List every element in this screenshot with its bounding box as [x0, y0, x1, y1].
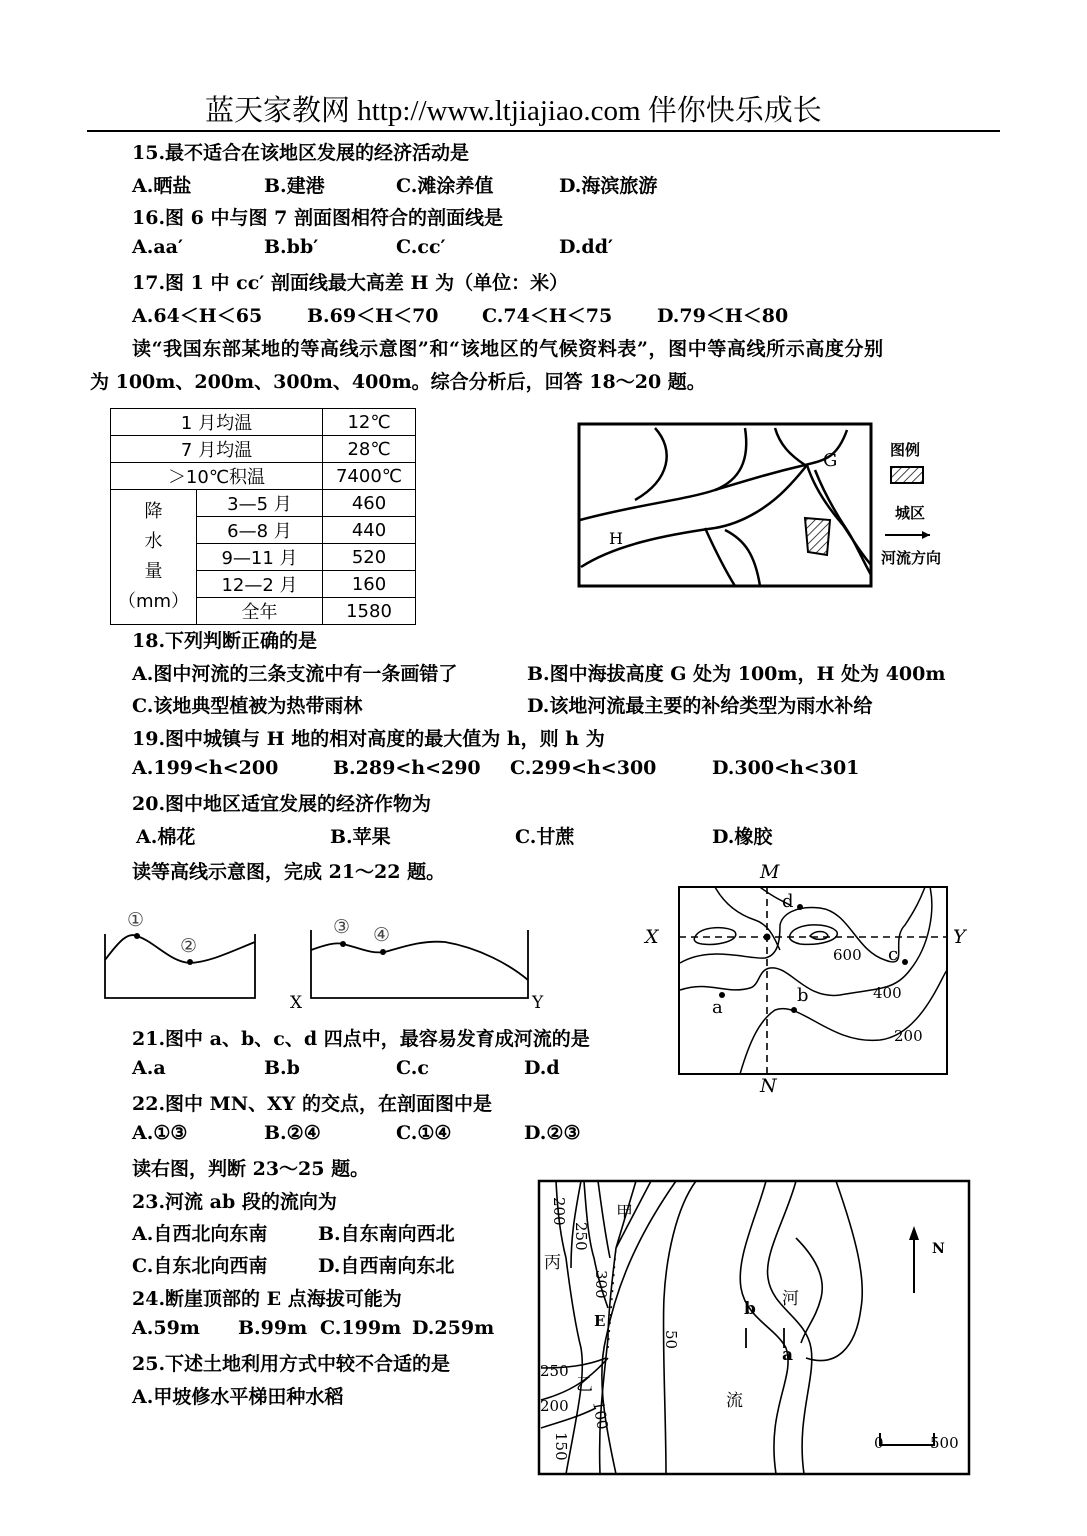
q19-option-c: C.299<h<300: [510, 757, 657, 779]
profile-label-2: ②: [180, 935, 198, 957]
map3-label-n: N: [932, 1241, 945, 1257]
q24-option-b: B.99m: [238, 1317, 308, 1339]
climate-table: [110, 408, 416, 625]
map2-point-c: [902, 959, 908, 965]
map1-legend-flow: 河流方向: [881, 549, 942, 567]
map3-label-bing: 丙: [544, 1253, 561, 1273]
q19-stem: 19.图中城镇与 H 地的相对高度的最大值为 h，则 h 为: [132, 728, 605, 750]
precip-char-3: 量: [144, 561, 163, 582]
q21-option-a: A.a: [132, 1057, 166, 1079]
jan-temp-label: 1 月均温: [111, 409, 323, 436]
map3-label-yi: 乙: [576, 1375, 593, 1395]
map2-label-m: M: [760, 861, 780, 883]
header-rule: [87, 130, 1000, 132]
map1-legend-arrowhead: [922, 531, 930, 539]
precip-annual: 1580: [323, 598, 416, 625]
precip-label: [111, 490, 197, 625]
map2-label-600: 600: [833, 946, 862, 964]
acc-temp-value: 7400℃: [323, 463, 416, 490]
q24-option-a: A.59m: [132, 1317, 200, 1339]
q18-option-a: A.图中河流的三条支流中有一条画错了: [132, 663, 458, 685]
map3-contour-east-inner: [796, 1238, 822, 1343]
cliff-river-map: [536, 1178, 976, 1478]
map3-label-liu: 流: [726, 1391, 743, 1411]
intro-23: 读右图，判断 23～25 题。: [132, 1158, 370, 1180]
q17-option-c: C.74＜H＜75: [482, 305, 613, 327]
map2-contour-200-upper: [680, 887, 932, 995]
map3-label-200-south: 200: [540, 1397, 569, 1415]
q19-option-a: A.199<h<200: [132, 757, 279, 779]
intro-18-line1: 读“我国东部某地的等高线示意图”和“该地区的气候资料表”，图中等高线所示高度分别: [132, 338, 884, 360]
profile-point-1: [134, 933, 140, 939]
acc-temp-label: ＞10℃积温: [111, 463, 323, 490]
jan-temp-value: 12℃: [323, 409, 416, 436]
map1-tributary-1: [635, 428, 667, 500]
q23-option-c: C.自东北向西南: [132, 1255, 268, 1277]
map1-river-west: [581, 465, 807, 567]
precip-autumn: 520: [323, 544, 416, 571]
q15-option-a: A.晒盐: [132, 175, 192, 197]
q24-option-c: C.199m: [320, 1317, 402, 1339]
map1-tributary-2: [715, 428, 746, 490]
q24-stem: 24.断崖顶部的 E 点海拔可能为: [132, 1288, 402, 1310]
profile-right-curve: [311, 942, 528, 980]
q21-option-d: D.d: [524, 1057, 560, 1079]
map3-label-100: 100: [589, 1399, 612, 1431]
intro-21: 读等高线示意图，完成 21～22 题。: [132, 861, 446, 883]
q18-option-c: C.该地典型植被为热带雨林: [132, 695, 363, 717]
map2-contour-600: [715, 887, 780, 950]
map2-label-b: b: [797, 985, 809, 1006]
map3-label-jia: 甲: [616, 1203, 633, 1223]
profile-label-1: ①: [127, 909, 145, 931]
profile-label-y: Y: [532, 993, 544, 1013]
q20-option-b: B.苹果: [330, 826, 391, 848]
q18-option-b: B.图中海拔高度 G 处为 100m，H 处为 400m: [527, 663, 946, 685]
map1-label-g: G: [823, 450, 838, 471]
q18-option-d: D.该地河流最主要的补给类型为雨水补给: [527, 695, 873, 717]
q21-stem: 21.图中 a、b、c、d 四点中，最容易发育成河流的是: [132, 1028, 590, 1050]
q25-option-a: A.甲坡修水平梯田种水稻: [132, 1386, 344, 1408]
q22-option-a: A.①③: [132, 1122, 188, 1144]
q18-stem: 18.下列判断正确的是: [132, 630, 318, 652]
map3-label-300: 300: [592, 1270, 610, 1299]
season-annual: 全年: [197, 598, 323, 625]
profile-label-3: ③: [333, 916, 351, 938]
precip-char-1: 降: [144, 501, 163, 522]
profile-label-x: X: [290, 993, 303, 1013]
map3-scale-500: 500: [930, 1434, 959, 1452]
q17-option-d: D.79＜H＜80: [657, 305, 789, 327]
q20-stem: 20.图中地区适宜发展的经济作物为: [132, 793, 432, 815]
season-summer: 6—8 月: [197, 517, 323, 544]
q23-option-a: A.自西北向东南: [132, 1223, 268, 1245]
q17-option-b: B.69＜H＜70: [307, 305, 439, 327]
river-contour-map: [575, 420, 955, 590]
q25-stem: 25.下述土地利用方式中较不合适的是: [132, 1353, 451, 1375]
map2-contour-hill-w: [694, 928, 736, 945]
q16-option-b: B.bb′: [264, 236, 319, 258]
profile-right-frame: [311, 930, 528, 998]
q19-option-b: B.289<h<290: [333, 757, 481, 779]
q22-stem: 22.图中 MN、XY 的交点，在剖面图中是: [132, 1093, 492, 1115]
q21-option-c: C.c: [396, 1057, 429, 1079]
map1-city-area: [805, 518, 830, 555]
map2-frame: [679, 887, 947, 1074]
q17-option-a: A.64＜H＜65: [132, 305, 263, 327]
profile-point-2: [187, 959, 193, 965]
map1-legend-title: 图例: [890, 441, 921, 459]
season-winter: 12—2 月: [197, 571, 323, 598]
map2-label-a: a: [712, 997, 723, 1018]
map1-label-h: H: [609, 529, 623, 548]
map3-label-a: a: [782, 1345, 794, 1365]
q24-option-d: D.259m: [412, 1317, 495, 1339]
contour-map-mnxy: [640, 860, 980, 1100]
precip-spring: 460: [323, 490, 416, 517]
q16-stem: 16.图 6 中与图 7 剖面图相符合的剖面线是: [132, 207, 503, 229]
q22-option-c: C.①④: [396, 1122, 452, 1144]
map3-scale-bar: [880, 1433, 934, 1445]
map2-label-y: Y: [953, 926, 966, 948]
jul-temp-label: 7 月均温: [111, 436, 323, 463]
q20-option-d: D.橡胶: [712, 826, 773, 848]
jul-temp-value: 28℃: [323, 436, 416, 463]
q16-option-d: D.dd′: [559, 236, 613, 258]
map1-river-south: [705, 528, 735, 586]
season-autumn: 9—11 月: [197, 544, 323, 571]
map1-legend-city: 城区: [895, 504, 926, 522]
map2-contour-hill-e-inner: [810, 932, 828, 940]
map1-river-main: [580, 430, 847, 520]
precip-char-2: 水: [144, 531, 163, 552]
map3-label-50: 50: [662, 1330, 680, 1350]
map3-label-250-top: 250: [572, 1222, 590, 1251]
precip-summer: 440: [323, 517, 416, 544]
q15-option-c: C.滩涂养值: [396, 175, 494, 197]
profile-point-4: [380, 949, 386, 955]
map2-label-x: X: [645, 926, 659, 948]
map2-contour-200-lower: [740, 970, 947, 1074]
map3-label-150: 150: [552, 1432, 570, 1461]
q15-option-b: B.建港: [264, 175, 325, 197]
map3-label-he: 河: [782, 1289, 799, 1309]
map2-point-b: [791, 1007, 797, 1013]
q22-option-d: D.②③: [524, 1122, 581, 1144]
map3-contour-300: [598, 1181, 610, 1258]
map3-label-b: b: [744, 1299, 756, 1319]
map3-north-arrowhead: [909, 1226, 919, 1240]
map2-label-n: N: [760, 1075, 777, 1097]
q15-option-d: D.海滨旅游: [559, 175, 658, 197]
map2-label-d: d: [782, 891, 794, 912]
q19-option-d: D.300<h<301: [712, 757, 860, 779]
map3-contour-50: [663, 1181, 696, 1474]
q23-option-b: B.自东南向西北: [318, 1223, 455, 1245]
map2-intersection: [764, 934, 771, 941]
map2-label-400: 400: [873, 984, 902, 1002]
precip-unit: （mm）: [117, 591, 190, 612]
q16-option-a: A.aa′: [132, 236, 183, 258]
map3-contour-east: [806, 1181, 862, 1361]
map2-point-d: [797, 904, 803, 910]
map1-tributary-3: [775, 428, 805, 465]
profile-label-4: ④: [373, 924, 391, 946]
q16-option-c: C.cc′: [396, 236, 446, 258]
map2-label-c: c: [888, 944, 899, 965]
q15-stem: 15.最不适合在该地区发展的经济活动是: [132, 142, 470, 164]
map3-scale-0: 0: [874, 1434, 884, 1452]
q23-option-d: D.自西南向东北: [318, 1255, 455, 1277]
precip-winter: 160: [323, 571, 416, 598]
q22-option-b: B.②④: [264, 1122, 321, 1144]
q23-stem: 23.河流 ab 段的流向为: [132, 1191, 337, 1213]
map3-label-e: E: [594, 1312, 606, 1330]
map3-label-250-south: 250: [540, 1362, 569, 1380]
map3-label-200-top: 200: [550, 1197, 568, 1226]
intro-18-line2: 为 100m、200m、300m、400m。综合分析后，回答 18～20 题。: [90, 371, 706, 393]
q20-option-a: A.棉花: [136, 826, 196, 848]
q21-option-b: B.b: [264, 1057, 300, 1079]
q20-option-c: C.甘蔗: [515, 826, 575, 848]
profile-diagrams: [100, 900, 550, 1015]
page-header: 蓝天家教网 http://www.ltjiajiao.com 伴你快乐成长: [205, 95, 822, 127]
map2-contour-hill-e: [789, 925, 837, 945]
map2-label-200: 200: [894, 1027, 923, 1045]
profile-point-3: [340, 941, 346, 947]
season-spring: 3—5 月: [197, 490, 323, 517]
q17-stem: 17.图 1 中 cc′ 剖面线最大高差 H 为（单位：米）: [132, 272, 569, 294]
map1-legend-city-symbol: [891, 467, 923, 483]
